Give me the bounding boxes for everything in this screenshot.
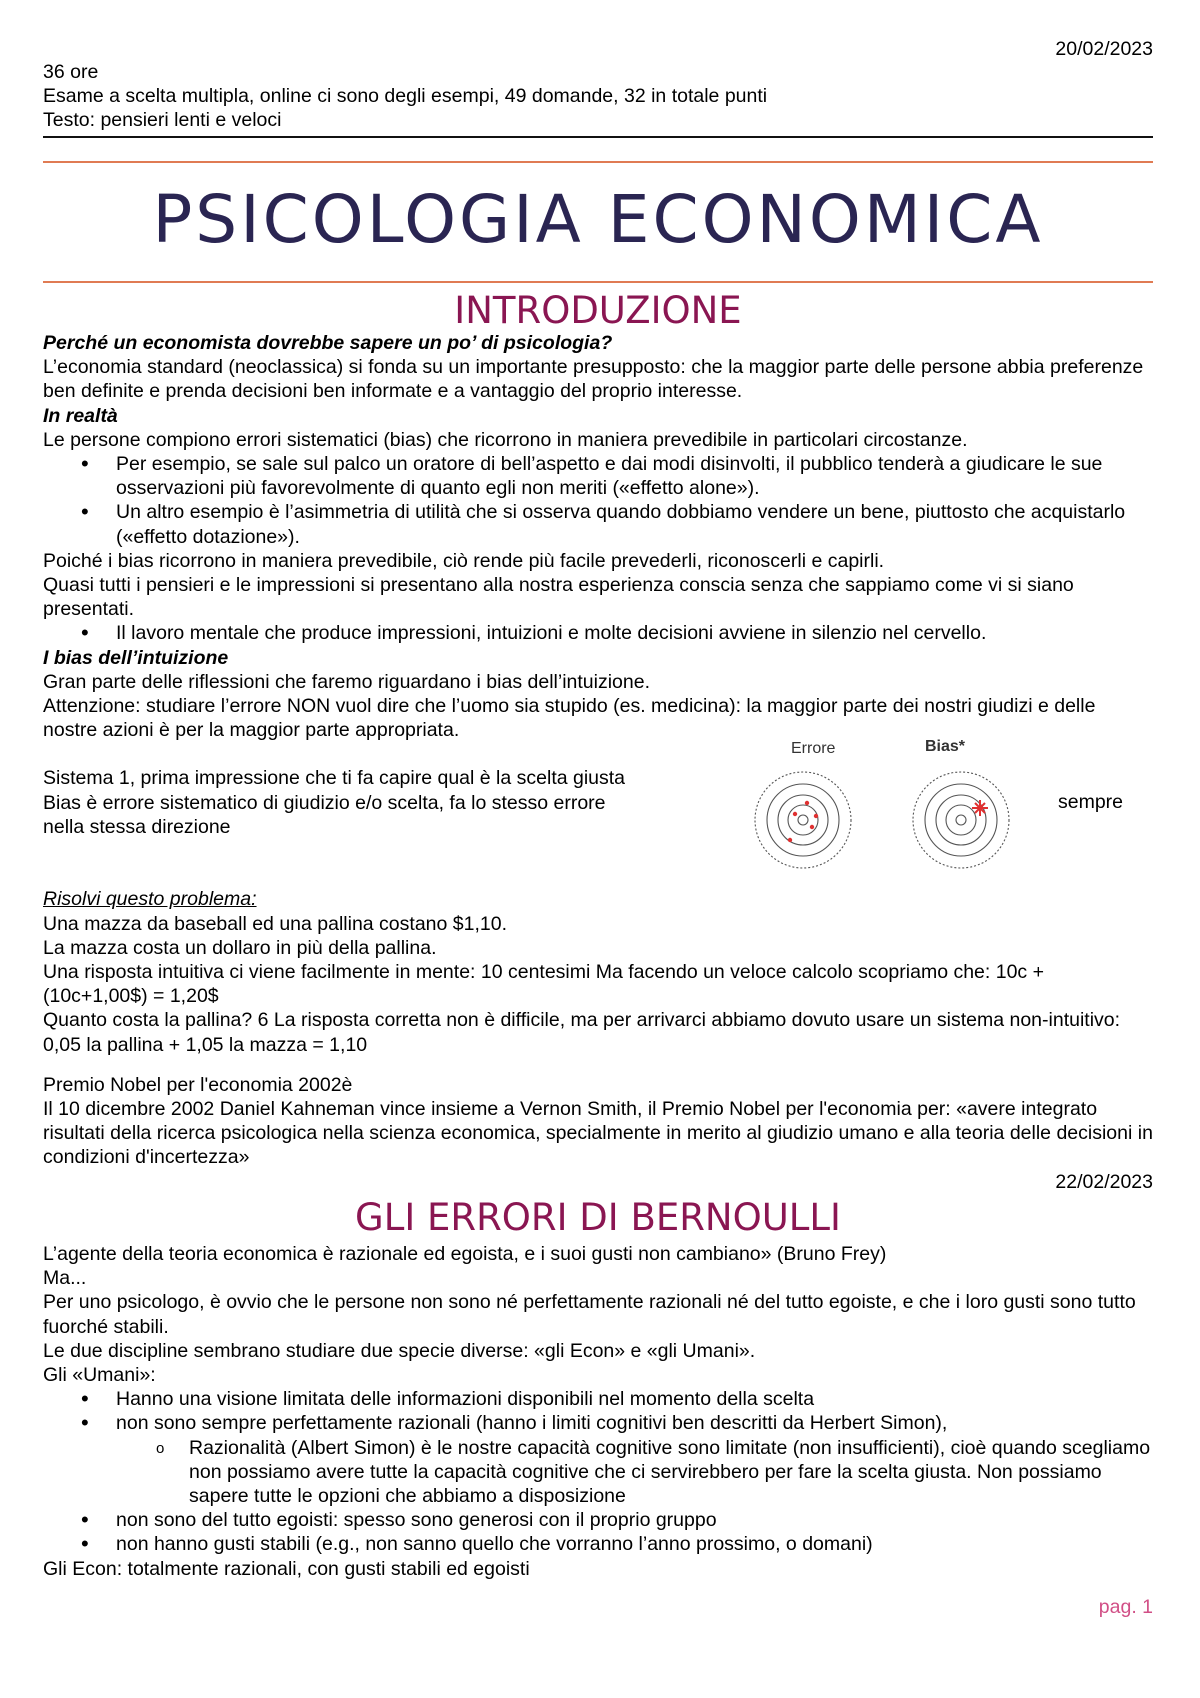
list-item: • non hanno gusti stabili (e.g., non sanno quello che vorranno l’anno prossimo, o domani) <box>43 1532 1153 1556</box>
paragraph: La mazza costa un dollaro in più della pallina. <box>43 936 437 959</box>
header-line: 36 ore <box>43 61 99 83</box>
paragraph: Premio Nobel per l'economia 2002è <box>43 1073 353 1096</box>
paragraph: Quasi tutti i pensieri e le impressioni si presentano alla nostra esperienza conscia senza che sappiamo come vi si siano presentati. <box>43 574 1074 621</box>
paragraph: Poiché i bias ricorrono in maniera prevedibile, ciò rende più facile prevederli, riconoscerli e capirli. <box>43 549 885 572</box>
paragraph: Ma... <box>43 1267 87 1290</box>
subheading: I bias dell’intuizione <box>43 646 229 669</box>
question-heading: Perché un economista dovrebbe sapere un po’ di psicologia? <box>43 332 613 354</box>
target-bias-icon <box>913 772 1009 868</box>
figure-label-errore: Errore <box>791 740 836 758</box>
list-item: • non sono sempre perfettamente razionali (hanno i limiti cognitivi ben descritti da Herbert Simon), <box>43 1411 1153 1435</box>
page-title: PSICOLOGIA ECONOMICA <box>152 181 1044 258</box>
bernoulli-section <box>43 1194 1153 1581</box>
list-item: • Il lavoro mentale che produce impressioni, intuizioni e molte decisioni avviene in silenzio nel cervello. <box>43 621 1153 645</box>
sistema-text <box>43 766 743 839</box>
date-section: 22/02/2023 <box>1055 1170 1153 1193</box>
header-line: Testo: pensieri lenti e veloci <box>43 109 282 132</box>
title-rule-bottom <box>43 281 1153 283</box>
paragraph: Gli Econ: totalmente razionali, con gusti stabili ed egoisti <box>43 1557 530 1580</box>
page-number: pag. 1 <box>1098 1596 1153 1618</box>
paragraph: Le due discipline sembrano studiare due specie diverse: «gli Econ» e «gli Umani». <box>43 1339 756 1362</box>
paragraph: Bias è errore sistematico di giudizio e/o scelta, fa lo stesso errore <box>43 791 606 814</box>
paragraph: Sistema 1, prima impressione che ti fa capire qual è la scelta giusta <box>43 767 626 790</box>
paragraph: Gran parte delle riflessioni che faremo riguardano i bias dell’intuizione. <box>43 670 650 693</box>
date-header: 20/02/2023 <box>1055 38 1153 60</box>
paragraph: Quanto costa la pallina? 6 La risposta corretta non è difficile, ma per arrivarci abbiamo dovuto usare un sistema non-intuitivo: 0,05 la pallina + 1,05 la mazza = 1,10 <box>43 1009 1121 1056</box>
intro-section <box>43 331 1153 1194</box>
bullet-list <box>43 452 1153 549</box>
paragraph: Una risposta intuitiva ci viene facilmente in mente: 10 centesimi Ma facendo un veloce calcolo scopriamo che: 10c + (10c+1,00$) = 1,20$ <box>43 961 1044 1008</box>
error-marks-icon <box>788 801 818 842</box>
list-item: • non sono del tutto egoisti: spesso sono generosi con il proprio gruppo <box>43 1508 1153 1532</box>
bullet-list <box>43 1387 1153 1556</box>
title-rule-top <box>43 161 1153 163</box>
sub-list-item: o Razionalità (Albert Simon) è le nostre capacità cognitive sono limitate (non insufficienti), cioè quando scegliamo non possiamo avere tutte la capacità cognitive che ci servirebbero per fare la scelta giusta. Non possiamo sapere tutte le opzioni che abbiamo a disposizione <box>43 1436 1153 1509</box>
paragraph: nella stessa direzione <box>43 815 231 838</box>
paragraph: Per uno psicologo, è ovvio che le persone non sono né perfettamente razionali né del tutto egoiste, e che i loro gusti sono tutto fuorché stabili. <box>43 1291 1136 1338</box>
section-heading-bernoulli: GLI ERRORI DI BERNOULLI <box>355 1196 841 1239</box>
section-heading-introduzione: INTRODUZIONE <box>454 289 742 332</box>
target-errore-icon <box>755 772 851 868</box>
list-item: • Per esempio, se sale sul palco un oratore di bell’aspetto e dai modi disinvolti, il pubblico tenderà a giudicare le sue osservazioni più favorevolmente di quanto egli non meriti («effetto alone»). <box>43 452 1153 500</box>
target-figure <box>748 736 1068 886</box>
paragraph: Il 10 dicembre 2002 Daniel Kahneman vince insieme a Vernon Smith, il Premio Nobel per l'economia per: «avere integrato risultati della ricerca psicologica nella scienza economica, specialmente in merito al giudizio umano e alla teoria delle decisioni in condizioni d'incertezza» <box>43 1098 1153 1169</box>
subheading: Risolvi questo problema: <box>43 888 257 911</box>
bullet-list <box>43 621 1153 645</box>
list-item: • Un altro esempio è l’asimmetria di utilità che si osserva quando dobbiamo vendere un bene, piuttosto che acquistarlo («effetto dotazione»). <box>43 500 1153 548</box>
paragraph: L’agente della teoria economica è razionale ed egoista, e i suoi gusti non cambiano» (Bruno Frey) <box>43 1243 887 1265</box>
list-item: • Hanno una visione limitata delle informazioni disponibili nel momento della scelta <box>43 1387 1153 1411</box>
paragraph: Una mazza da baseball ed una pallina costano $1,10. <box>43 912 507 935</box>
paragraph: L’economia standard (neoclassica) si fonda su un importante presupposto: che la maggior parte delle persone abbia preferenze ben definite e prenda decisioni ben informate e a vantaggio del proprio interesse. <box>43 356 1144 403</box>
subheading: In realtà <box>43 404 118 427</box>
header-line: Esame a scelta multipla, online ci sono degli esempi, 49 domande, 32 in totale punti <box>43 85 768 108</box>
paragraph: Le persone compiono errori sistematici (bias) che ricorrono in maniera prevedibile in particolari circostanze. <box>43 428 968 451</box>
paragraph: Attenzione: studiare l’errore NON vuol dire che l’uomo sia stupido (es. medicina): la maggior parte dei nostri giudizi e delle nostre azioni è per la maggior parte appropriata. <box>43 695 1096 742</box>
header-notes <box>43 60 1153 138</box>
spacer <box>43 1057 1153 1073</box>
figure-label-bias: Bias* <box>925 738 966 756</box>
header-divider <box>43 136 1153 138</box>
figure-row <box>43 738 1153 863</box>
paragraph: Gli «Umani»: <box>43 1364 156 1387</box>
title-block <box>43 161 1153 335</box>
floating-word: sempre <box>1058 791 1124 814</box>
